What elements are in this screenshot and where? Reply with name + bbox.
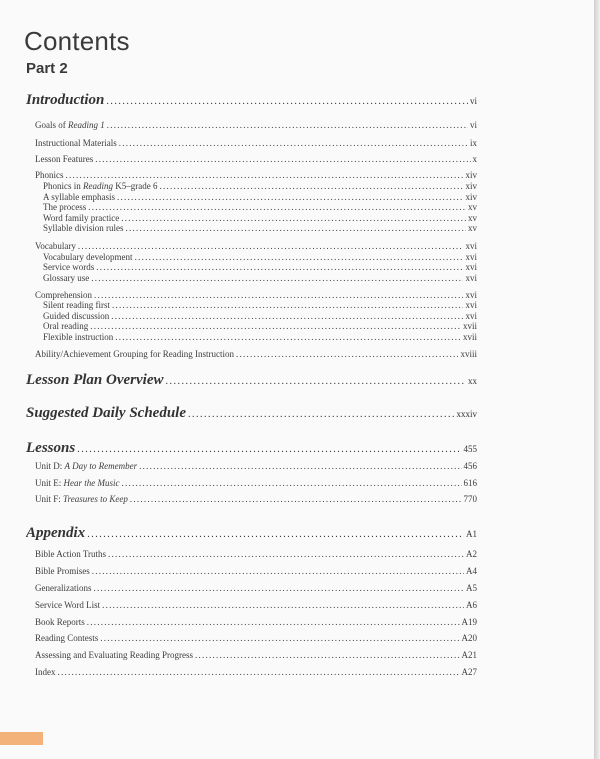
toc-page-number: x — [472, 154, 477, 164]
toc-page-number: xiv — [465, 192, 477, 202]
leader-dots — [100, 633, 459, 643]
toc-page-number: xviii — [460, 349, 477, 359]
toc-entry-instructional-materials[interactable] — [35, 138, 477, 148]
toc-entry-unit-f[interactable] — [35, 494, 477, 504]
leader-dots — [130, 494, 462, 504]
toc-entry-word-family-practice[interactable] — [43, 213, 477, 223]
toc-page-number: 456 — [463, 461, 477, 471]
toc-page-number: A6 — [466, 600, 477, 610]
toc-label: Word family practice — [43, 213, 120, 223]
leader-dots — [160, 181, 464, 191]
toc-entry-vocabulary-development[interactable] — [43, 252, 477, 262]
page-corner-tab — [0, 732, 43, 745]
toc-label: Glossary use — [43, 273, 90, 283]
leader-dots — [58, 667, 460, 677]
toc-label: Phonics — [35, 170, 64, 180]
leader-dots — [78, 241, 464, 251]
leader-dots — [94, 290, 463, 300]
toc-page-number: A21 — [461, 650, 477, 660]
toc-entry-vocabulary[interactable] — [35, 241, 477, 251]
toc-label: Appendix — [26, 525, 86, 541]
toc-entry-phonics-in-reading[interactable] — [43, 181, 477, 191]
toc-label: Comprehension — [35, 290, 92, 300]
toc-entry-appendix[interactable] — [26, 525, 477, 542]
toc-label: Syllable division rules — [43, 223, 124, 233]
toc-entry-goals[interactable] — [35, 120, 477, 130]
leader-dots — [236, 349, 459, 359]
toc-page-number: xvi — [465, 252, 477, 262]
leader-dots — [96, 262, 463, 272]
leader-dots — [95, 154, 470, 164]
toc-label: Bible Promises — [35, 566, 90, 576]
toc-label: Unit D: A Day to Remember — [35, 461, 138, 471]
leader-dots — [107, 120, 468, 130]
leader-dots — [77, 444, 461, 455]
toc-label: Silent reading first — [43, 300, 110, 310]
toc-label: The process — [43, 202, 87, 212]
toc-entry-silent-reading-first[interactable] — [43, 300, 477, 310]
toc-label: Generalizations — [35, 583, 92, 593]
toc-entry-introduction[interactable] — [26, 92, 477, 109]
toc-label: Lesson Features — [35, 154, 94, 164]
leader-dots — [106, 96, 468, 107]
toc-page-number: 455 — [463, 444, 477, 454]
leader-dots — [111, 311, 463, 321]
leader-dots — [90, 321, 461, 331]
toc-label: Unit E: Hear the Music — [35, 478, 120, 488]
toc-label: Vocabulary — [35, 241, 76, 251]
toc-page-number: 616 — [463, 478, 477, 488]
toc-label: A syllable emphasis — [43, 192, 115, 202]
toc-label: Unit F: Treasures to Keep — [35, 494, 128, 504]
toc-entry-guided-discussion[interactable] — [43, 311, 477, 321]
leader-dots — [92, 566, 464, 576]
toc-page-number: A1 — [466, 529, 477, 539]
toc-entry-oral-reading[interactable] — [43, 321, 477, 331]
toc-entry-ability-grouping[interactable] — [35, 349, 477, 359]
toc-page-number: vi — [469, 120, 477, 130]
leader-dots — [91, 273, 463, 283]
toc-page-number: xv — [468, 213, 477, 223]
toc-entry-bible-promises[interactable] — [35, 566, 477, 576]
leader-dots — [165, 376, 466, 387]
page-title: Contents — [24, 26, 130, 56]
toc-entry-lesson-features[interactable] — [35, 154, 477, 164]
toc-page-number: ix — [469, 138, 477, 148]
toc-label: Introduction — [26, 92, 105, 108]
toc-entry-syllable-emphasis[interactable] — [43, 192, 477, 202]
toc-entry-reading-contests[interactable] — [35, 633, 477, 643]
toc-entry-suggested-daily-schedule[interactable] — [26, 405, 477, 422]
part-label: Part 2 — [26, 60, 68, 77]
toc-entry-phonics[interactable] — [35, 170, 477, 180]
toc-page-number: xvi — [465, 273, 477, 283]
leader-dots — [108, 549, 464, 559]
toc-page-number: A20 — [461, 633, 477, 643]
toc-label: Guided discussion — [43, 311, 110, 321]
toc-label: Goals of Reading 1 — [35, 120, 105, 130]
toc-page-number: A5 — [466, 583, 477, 593]
leader-dots — [115, 332, 461, 342]
toc-entry-lessons[interactable] — [26, 440, 477, 457]
leader-dots — [119, 138, 468, 148]
toc-label: Bible Action Truths — [35, 549, 107, 559]
toc-entry-flexible-instruction[interactable] — [43, 332, 477, 342]
leader-dots — [88, 202, 466, 212]
toc-label: Index — [35, 667, 56, 677]
toc-entry-the-process[interactable] — [43, 202, 477, 212]
toc-page-number: xvi — [465, 262, 477, 272]
toc-label: Lessons — [26, 440, 76, 456]
toc-label: Book Reports — [35, 617, 85, 627]
toc-entry-bible-action-truths[interactable] — [35, 549, 477, 559]
toc-page-number: xv — [468, 223, 477, 233]
toc-entry-unit-e[interactable] — [35, 478, 477, 488]
page-edge-shadow — [594, 0, 600, 759]
toc-page-number: A2 — [466, 549, 477, 559]
toc-page-number: A4 — [466, 566, 477, 576]
toc-page-number: vi — [469, 96, 477, 106]
toc-entry-generalizations[interactable] — [35, 583, 477, 593]
toc-label: Ability/Achievement Grouping for Reading Instruction — [35, 349, 234, 359]
toc-page-number: xvii — [462, 321, 477, 331]
toc-entry-glossary-use[interactable] — [43, 273, 477, 283]
toc-label: Instructional Materials — [35, 138, 117, 148]
toc-entry-book-reports[interactable] — [35, 617, 477, 627]
leader-dots — [87, 529, 464, 540]
toc-page-number: xvi — [465, 290, 477, 300]
leader-dots — [121, 213, 466, 223]
toc-page-number: xx — [468, 376, 477, 386]
leader-dots — [93, 583, 464, 593]
toc-page-number: xvi — [465, 311, 477, 321]
leader-dots — [87, 617, 460, 627]
leader-dots — [139, 461, 461, 471]
leader-dots — [135, 252, 464, 262]
toc-entry-lesson-plan-overview[interactable] — [26, 372, 477, 389]
toc-label: Phonics in Reading K5–grade 6 — [43, 181, 158, 191]
toc-label: Assessing and Evaluating Reading Progress — [35, 650, 193, 660]
toc-label: Oral reading — [43, 321, 89, 331]
toc-entry-service-word-list[interactable] — [35, 600, 477, 610]
toc-entry-unit-d[interactable] — [35, 461, 477, 471]
toc-label: Suggested Daily Schedule — [26, 405, 186, 421]
leader-dots — [188, 409, 454, 420]
leader-dots — [126, 223, 467, 233]
toc-label: Lesson Plan Overview — [26, 372, 164, 388]
toc-label: Vocabulary development — [43, 252, 133, 262]
toc-page-number: xiv — [465, 181, 477, 191]
toc-page-number: xv — [468, 202, 477, 212]
leader-dots — [195, 650, 460, 660]
toc-entry-syllable-division-rules[interactable] — [43, 223, 477, 233]
leader-dots — [66, 170, 464, 180]
toc-page-number: A19 — [461, 617, 477, 627]
toc-page-number: xiv — [465, 170, 477, 180]
leader-dots — [117, 192, 463, 202]
toc-entry-service-words[interactable] — [43, 262, 477, 272]
toc-entry-index[interactable] — [35, 667, 477, 677]
toc-label: Flexible instruction — [43, 332, 114, 342]
toc-entry-comprehension[interactable] — [35, 290, 477, 300]
toc-page-number: xvi — [465, 241, 477, 251]
toc-label: Service Word List — [35, 600, 101, 610]
toc-page-number: xvi — [465, 300, 477, 310]
toc-page-number: xxxiv — [456, 409, 477, 419]
toc-label: Service words — [43, 262, 95, 272]
toc-entry-assessing[interactable] — [35, 650, 477, 660]
leader-dots — [122, 478, 462, 488]
toc-page-number: A27 — [461, 667, 477, 677]
toc-page-number: xvii — [462, 332, 477, 342]
leader-dots — [102, 600, 464, 610]
leader-dots — [112, 300, 463, 310]
toc-label: Reading Contests — [35, 633, 99, 643]
toc-page-number: 770 — [463, 494, 477, 504]
